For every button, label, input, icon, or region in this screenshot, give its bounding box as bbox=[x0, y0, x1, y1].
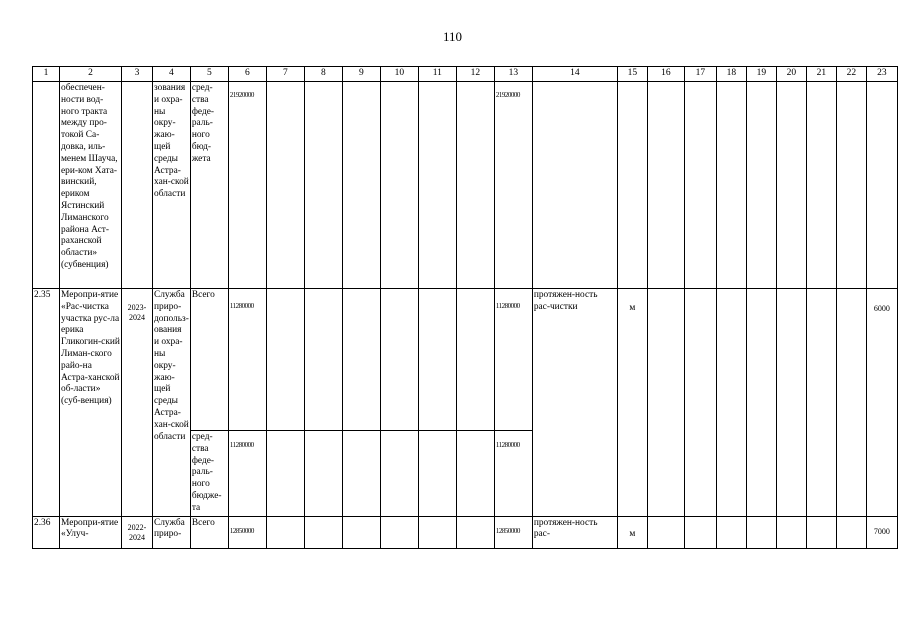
col-header: 17 bbox=[684, 67, 716, 82]
col-header: 7 bbox=[266, 67, 304, 82]
cell-year-amount: 21920000 bbox=[494, 82, 532, 289]
col-header: 5 bbox=[190, 67, 228, 82]
cell-indicator: протяжен-ность рас-чистки bbox=[532, 289, 617, 517]
cell-index: 2.36 bbox=[33, 516, 60, 548]
col-header: 20 bbox=[776, 67, 806, 82]
cell-funding-source: Всего bbox=[190, 516, 228, 548]
col-header: 9 bbox=[342, 67, 380, 82]
cell-unit: м bbox=[617, 289, 647, 517]
table-row bbox=[33, 289, 898, 431]
cell-years: 2023-2024 bbox=[122, 289, 153, 517]
col-header: 10 bbox=[380, 67, 418, 82]
cell-year-amount: 11280000 bbox=[494, 431, 532, 517]
col-header: 11 bbox=[418, 67, 456, 82]
col-header: 4 bbox=[153, 67, 191, 82]
col-header: 15 bbox=[617, 67, 647, 82]
cell-executor: Служба приро- bbox=[153, 516, 191, 548]
col-header: 22 bbox=[836, 67, 866, 82]
cell-year-amount: 12850000 bbox=[494, 516, 532, 548]
col-header: 2 bbox=[60, 67, 122, 82]
cell-funding-source: сред-ства феде-раль-ного бюд-жета bbox=[190, 82, 228, 289]
cell-years: 2022-2024 bbox=[122, 516, 153, 548]
cell-measure-name: Меропри-ятие «Рас-чистка участка рус-ла ерика Гликогин-ский Лиман-ского райо-на Астра-ханской об-ласти» (суб-венция) bbox=[60, 289, 122, 517]
cell-index bbox=[33, 82, 60, 289]
cell-index: 2.35 bbox=[33, 289, 60, 517]
cell-measure-name: обеспечен-ности вод-ного тракта между про-токой Са-довка, иль-менем Шауча, ери-ком Хата-винский, ериком Ястинский Лиманского района Аст-раханской области» (субвенция) bbox=[60, 82, 122, 289]
col-header: 19 bbox=[746, 67, 776, 82]
column-number-row bbox=[33, 67, 898, 82]
page-number: 110 bbox=[442, 29, 463, 44]
table-row bbox=[33, 82, 898, 289]
cell-total-amount: 11280000 bbox=[228, 431, 266, 517]
col-header: 13 bbox=[494, 67, 532, 82]
col-header: 6 bbox=[228, 67, 266, 82]
col-header: 3 bbox=[122, 67, 153, 82]
cell-year-amount: 11280000 bbox=[494, 289, 532, 431]
cell-indicator: протяжен-ность рас- bbox=[532, 516, 617, 548]
col-header: 12 bbox=[456, 67, 494, 82]
cell-funding-source: сред-ства феде-раль-ного бюдже-та bbox=[190, 431, 228, 517]
cell-measure-name: Меропри-ятие «Улуч- bbox=[60, 516, 122, 548]
col-header: 14 bbox=[532, 67, 617, 82]
cell-total-amount: 21920000 bbox=[228, 82, 266, 289]
cell-target-value: 7000 bbox=[866, 516, 897, 548]
cell-target-value: 6000 bbox=[866, 289, 897, 517]
cell-executor: зования и охра-ны окру-жаю-щей среды Астра-хан-ской области bbox=[153, 82, 191, 289]
cell-funding-source: Всего bbox=[190, 289, 228, 431]
cell-executor: Служба приро-допольз-ования и охра-ны окру-жаю-щей среды Астра-хан-ской области bbox=[153, 289, 191, 517]
cell-years bbox=[122, 82, 153, 289]
cell-total-amount: 11280000 bbox=[228, 289, 266, 431]
col-header: 8 bbox=[304, 67, 342, 82]
cell-total-amount: 12850000 bbox=[228, 516, 266, 548]
cell-unit: м bbox=[617, 516, 647, 548]
col-header: 1 bbox=[33, 67, 60, 82]
col-header: 23 bbox=[866, 67, 897, 82]
program-table bbox=[32, 66, 898, 549]
table-row bbox=[33, 516, 898, 548]
col-header: 21 bbox=[806, 67, 836, 82]
col-header: 18 bbox=[716, 67, 746, 82]
col-header: 16 bbox=[647, 67, 684, 82]
